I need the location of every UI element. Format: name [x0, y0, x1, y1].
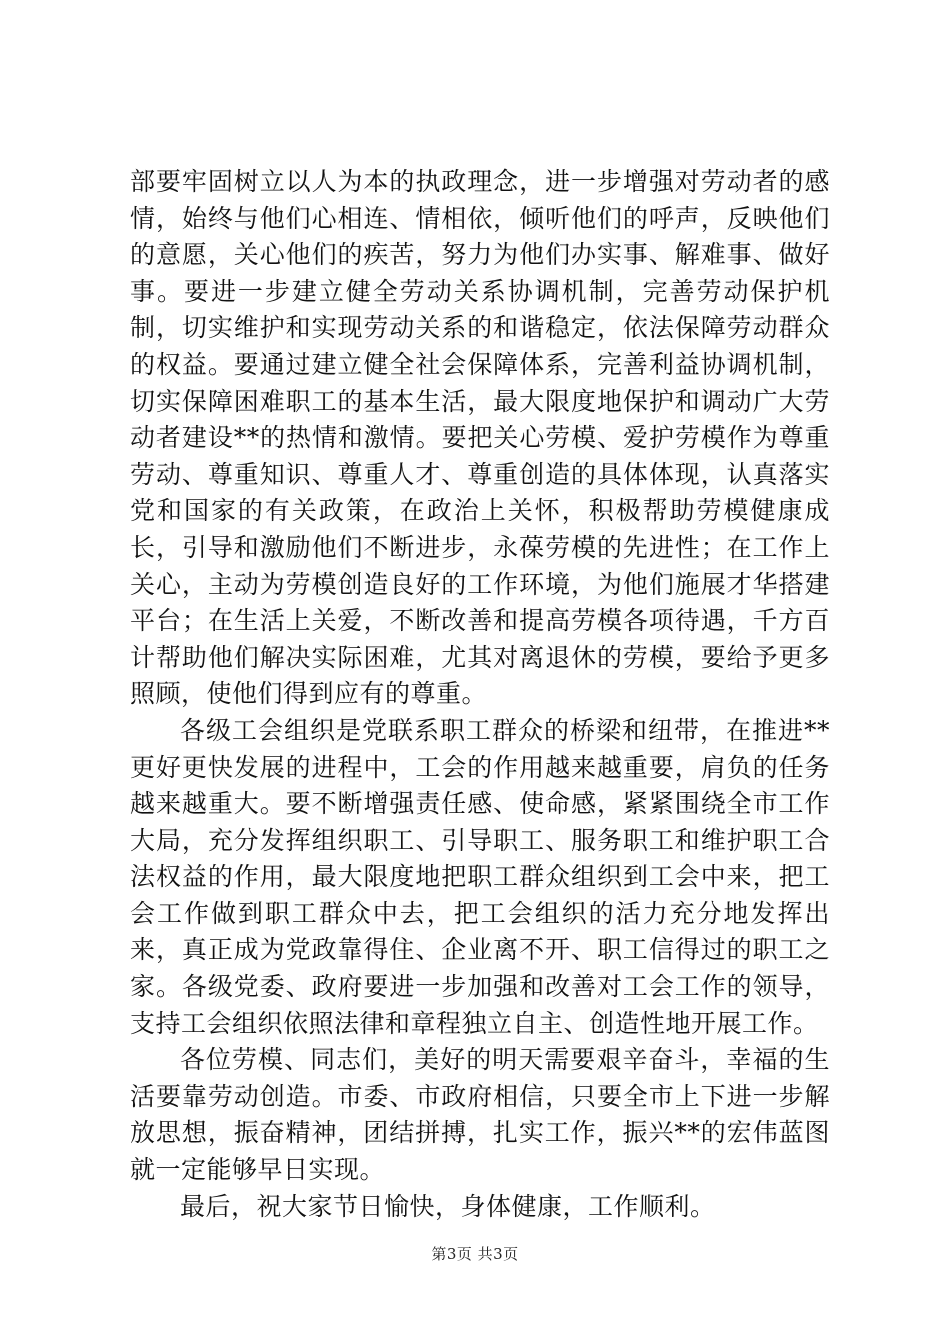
paragraph-1: 部要牢固树立以人为本的执政理念，进一步增强对劳动者的感情，始终与他们心相连、情相依，倾听他们的呼声，反映他们的意愿，关心他们的疾苦，努力为他们办实事、解难事、做好事。要进一步建立健全劳动关系协调机制，完善劳动保护机制，切实维护和实现劳动关系的和谐稳定，依法保障劳动群众的权益。要通过建立健全社会保障体系，完善利益协调机制，切实保障困难职工的基本生活，最大限度地保护和调动广大劳动者建设**的热情和激情。要把关心劳模、爱护劳模作为尊重劳动、尊重知识、尊重人才、尊重创造的具体体现，认真落实党和国家的有关政策，在政治上关怀，积极帮助劳模健康成长，引导和激励他们不断进步，永葆劳模的先进性；在工作上关心，主动为劳模创造良好的工作环境，为他们施展才华搭建平台；在生活上关爱，不断改善和提高劳模各项待遇，千方百计帮助他们解决实际困难，尤其对离退休的劳模，要给予更多照顾，使他们得到应有的尊重。: [130, 167, 830, 709]
paragraph-3: 各位劳模、同志们，美好的明天需要艰辛奋斗，幸福的生活要靠劳动创造。市委、市政府相信，只要全市上下进一步解放思想，振奋精神，团结拼搏，扎实工作，振兴**的宏伟蓝图就一定能够早日实现。: [130, 1045, 830, 1185]
paragraph-4: 最后，祝大家节日愉快，身体健康，工作顺利。: [180, 1191, 716, 1221]
document-body: [130, 164, 830, 1225]
page-number-footer: 第3页 共3页: [431, 1245, 519, 1263]
paragraph-2: 各级工会组织是党联系职工群众的桥梁和纽带，在推进**更好更快发展的进程中，工会的作用越来越重要，肩负的任务越来越重大。要不断增强责任感、使命感，紧紧围绕全市工作大局，充分发挥组织职工、引导职工、服务职工和维护职工合法权益的作用，最大限度地把职工群众组织到工会中来，把工会工作做到职工群众中去，把工会组织的活力充分地发挥出来，真正成为党政靠得住、企业离不开、职工信得过的职工之家。各级党委、政府要进一步加强和改善对工会工作的领导，支持工会组织依照法律和章程独立自主、创造性地开展工作。: [130, 715, 830, 1038]
